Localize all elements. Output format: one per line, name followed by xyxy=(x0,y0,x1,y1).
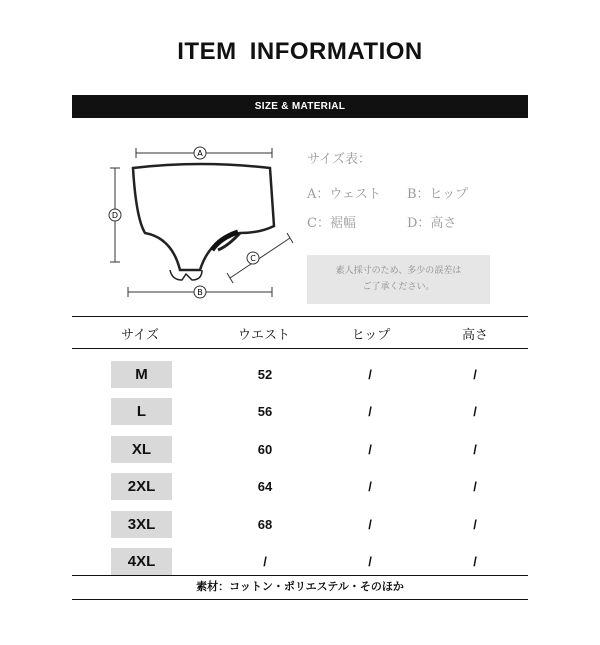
waist-value: 52 xyxy=(257,367,273,382)
hip-value: / xyxy=(368,404,372,419)
note-line-2: ご了承ください。 xyxy=(362,282,435,292)
size-legend-row-2 xyxy=(307,212,457,231)
waist-value: 56 xyxy=(257,404,273,419)
material-top-rule xyxy=(72,575,528,576)
section-band: SIZE & MATERIAL xyxy=(72,95,528,118)
waist-value: 68 xyxy=(257,517,273,532)
header-height: 高さ xyxy=(461,328,488,343)
material-text: 素材：コットン・ポリエステル・そのほか xyxy=(196,580,404,593)
page-title: ITEM INFORMATION xyxy=(177,38,423,65)
hip-value: / xyxy=(368,367,372,382)
header-waist: ウエスト xyxy=(237,328,290,343)
size-label: L xyxy=(111,398,172,425)
header-hip: ヒップ xyxy=(351,328,391,343)
size-legend-title: サイズ表： xyxy=(307,152,371,167)
note-line-1: 素人採寸のため、多少の誤差は xyxy=(335,266,462,276)
waist-value: 60 xyxy=(257,442,273,457)
material-bottom-rule xyxy=(72,599,528,600)
size-label: M xyxy=(111,361,172,388)
legend-hem-width: C：裾幅 xyxy=(307,216,356,231)
garment-diagram xyxy=(100,138,300,308)
hip-value: / xyxy=(368,479,372,494)
header-size: サイズ xyxy=(121,328,159,343)
hip-value: / xyxy=(368,554,372,569)
label-d: D xyxy=(111,211,119,220)
legend-height: D：高さ xyxy=(407,216,457,231)
legend-waist: A：ウェスト xyxy=(307,187,381,202)
height-value: / xyxy=(473,367,477,382)
size-label: 4XL xyxy=(111,548,172,575)
table-top-rule xyxy=(72,316,528,317)
height-value: / xyxy=(473,517,477,532)
hip-value: / xyxy=(368,517,372,532)
size-label: XL xyxy=(111,436,172,463)
hip-value: / xyxy=(368,442,372,457)
height-value: / xyxy=(473,404,477,419)
label-b: B xyxy=(197,288,203,297)
label-a: A xyxy=(197,149,203,158)
size-label: 2XL xyxy=(111,473,172,500)
height-value: / xyxy=(473,479,477,494)
height-value: / xyxy=(473,554,477,569)
measurement-note xyxy=(307,255,490,304)
waist-value: 64 xyxy=(257,479,273,494)
legend-hip: B：ヒップ xyxy=(407,187,469,202)
height-value: / xyxy=(473,442,477,457)
size-label: 3XL xyxy=(111,511,172,538)
waist-value: / xyxy=(263,554,267,569)
size-legend-row-1 xyxy=(307,183,469,202)
table-header-rule xyxy=(72,348,528,349)
label-c: C xyxy=(250,254,256,263)
